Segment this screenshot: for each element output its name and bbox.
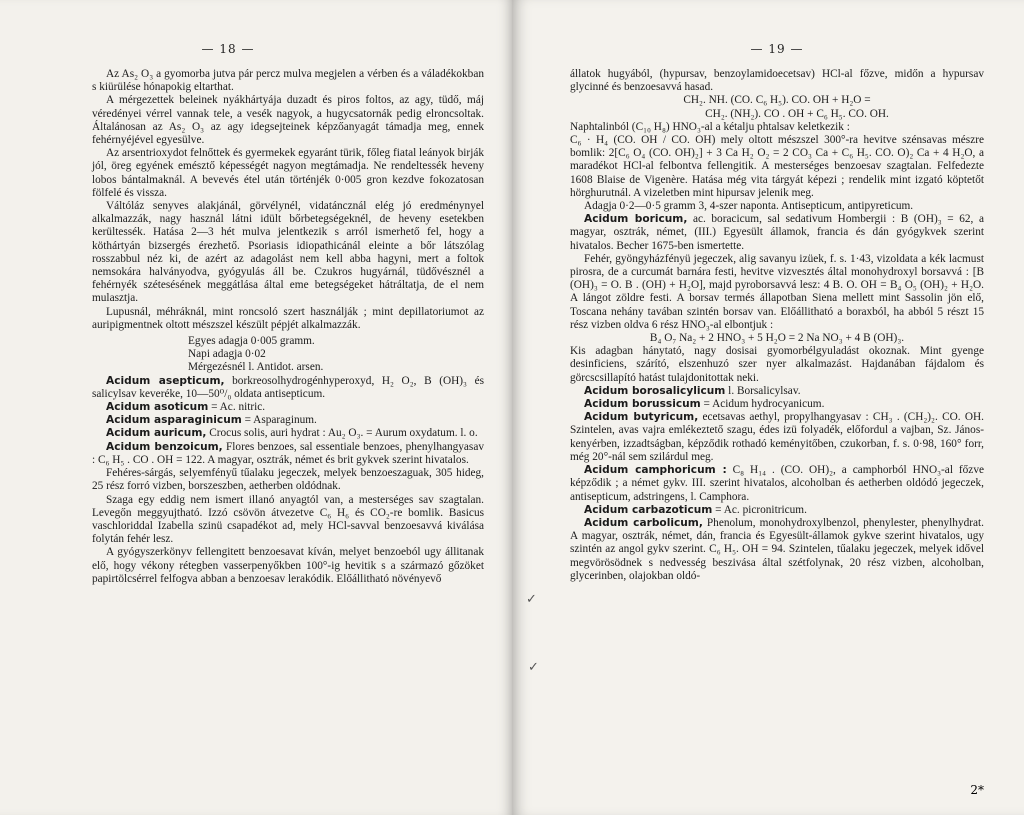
entry (92, 427, 484, 440)
entry-term: Acidum carbolicum, (584, 516, 703, 529)
entry (570, 385, 984, 398)
paragraph: A mérgezettek beleinek nyákhártyája duzadt és piros foltos, az agy, tüdő, máj véredényei vérrel vannak tele, a vesék nagyok, a hugycsatornák pedig elroncsoltak. Általánosan az As₂ O₃ az agy idegsejteinek képzőanyagát támadja meg, ennek fehérnyéjével egyesülve. (92, 94, 484, 147)
entry-text: = Ac. picronitricum. (712, 503, 807, 516)
paragraph: Adagja 0·2—0·5 gramm 3, 4-szer naponta. Antisepticum, antipyreticum. (584, 200, 914, 213)
entry (92, 441, 484, 467)
entry-term: Acidum butyricum, (584, 411, 699, 424)
paragraph: Az arsentrioxydot felnőttek és gyermekek egyaránt türik, főleg fiatal leányok birják jól, öreg egyének emésztő képességét nagyon megtámadja. Ne rendeltessék heveny lobos bántalmaknál. A bevevés étel után történjék 0·005 gron kezdve fokozatosan fölfelé és vissza. (92, 147, 484, 199)
right-text (570, 68, 984, 583)
entry (570, 398, 984, 411)
right-page (512, 0, 1024, 815)
paragraph: Szaga egy eddig nem ismert illanó anyagtól van, a mesterséges sav szagtalan. Levegőn meggyujtható. Izzó csövön átvezetve C₆ H₆ és CO₂-re bomlik. Basicus vaschloriddal Izabella szinü csapadékot ad, mely HCl-savval benzoesavvá kiválása folytán fehér lesz. (92, 493, 484, 546)
page-number-right: — 19 — (750, 42, 804, 56)
entry-term: Acidum camphoricum : (584, 464, 727, 477)
entry-term: Acidum carbazoticum (584, 503, 713, 516)
paragraph: A gyógyszerkönyv fellengitett benzoesavat kíván, melyet benzoeból ugy állitanak elő, hogy vékony rétegben vasserpenyőkben 100°-ig hevitik s a származó gőzöket papirtölcsérrel felfogva abban a benzoesav lerakódik. Előállitható növényevő (92, 546, 484, 585)
formula: B₄ O₇ Na₂ + 2 HNO₃ + 5 H₂O = 2 Na NO₃ + 4 B (OH)₃. (649, 332, 905, 345)
paragraph: Lupusnál, méhráknál, mint roncsoló szert használják ; mint depillatoriumot az auripigmentnek oltott mészszel készült pépjét alkalmazzák. (92, 305, 484, 331)
dose-line: Egyes adagja 0·005 gramm. (188, 335, 315, 348)
entry-term: Acidum benzoicum, (106, 440, 223, 453)
entry (92, 401, 484, 414)
formula: CH₂. NH. (CO. C₆ H₅). CO. OH + H₂O = (683, 94, 871, 107)
entry-term: Acidum auricum, (106, 427, 207, 440)
paragraph: Váltóláz senyves alakjánál, görvélynél, vidatáncznál elég jó eredménynyel alkalmazzák, nagy használ látni idült bőrbetegségeknél, de heveny esetekben kerültessék. Hatása 2—3 hét mulva jelentkezik s arról ismerhető fel, hogy a köthártyán bizsergés érezhető. Psoriasis idiopathicánál eleinte a bőr látszólag rosszabbul néz ki, de azért az adagolást nem kell abba hagyni, mert a foltok nemsokára halványodva, gyógyulás áll be. Czukros hugyárnál, tüdővésznél a fehérnyék szétesésének meggátlása által eme betegségeket hátráltatja, de el nem mulasztja. (92, 200, 484, 305)
entry-term: Acidum borosalicylicum (584, 384, 726, 397)
entry-text: Flores benzoes, sal essentiale benzoes, phenylhangyasav : C₆ H₅ . CO . OH = 122. A magyar, osztrák, német és brit gykvek szerint hivatalos. (92, 440, 484, 466)
check-mark-icon: ✓ (526, 592, 537, 607)
entry-text: ecetsavas aethyl, propylhangyasav : CH₃ . (CH₂)₂. CO. OH. Szintelen, avas vajra emlékeztető szagu, édes izü folyadék, előfordul a vajban, Sz. János-kenyérben, izzadtságban, képződik rothadó keményitőben, czukorban, f. s. 0·98, 160° forr, még 20°-nál sem szilárdul meg. (570, 411, 984, 463)
entry-term: Acidum asoticum (106, 401, 209, 414)
dose-line: Mérgezésnél l. Antidot. arsen. (188, 361, 324, 374)
entry (92, 375, 484, 401)
entry-text: = Ac. nitric. (208, 401, 266, 414)
entry-term: Acidum borussicum (584, 398, 701, 411)
entry-text: Crocus solis, auri hydrat : Au₂ O₃. = Aurum oxydatum. l. o. (206, 427, 478, 440)
paragraph: Kis adagban hánytató, nagy dosisai gyomorbélgyuladást okoznak. Mint gyenge desinficiens, szárító, elszenhuzó szer nyer alkalmazást. Hajdanában fájdalom és görcscsillapító hatást tulajdonitottak neki. (570, 345, 984, 384)
check-mark-icon: ✓ (528, 660, 539, 675)
formula: CH₂. (NH₂). CO . OH + C₆ H₅. CO. OH. (705, 107, 889, 120)
paragraph: Naphtalinból (C₁₀ H₈) HNO₃-al a kétalju phtalsav keletkezik : (570, 120, 850, 133)
entry-text: borkreosolhydrogénhyperoxyd, H₂ O₂, B (OH)₃ és salicylsav keveréke, 10—50⁰/₀ oldata antisepticum. (92, 374, 485, 400)
left-text (92, 68, 484, 586)
entry-text: ac. boracicum, sal sedativum Hombergii : B (OH)₃ = 62, a magyar, osztrák, német, (III.) Egyesült államok, francia és dán gyógykvek szerint hivatalos. Becher 1675-ben ismertette. (570, 213, 984, 252)
entry-term: Acidum asparaginicum (106, 414, 242, 427)
entry (570, 517, 984, 583)
entry-text: = Asparaginum. (241, 414, 317, 427)
page-number-left: — 18 — (201, 42, 255, 56)
paragraph: C₆ · H₄ (CO. OH / CO. OH) mely oltott mészszel 300°-ra hevitve szénsavas mészre bomlik: 2[C₆ O₄ (CO. OH)₂] + 3 Ca H₂ O₂ = 2 CO₃ Ca + C₆ H₅. CO. O)₂ Ca + 4 H₂O, a maradékot HCl-al felbontva fellengitik. A mesterséges benzoesav szagtalan. Felfedezte 1608 Blaise de Vigenère. Hatása még vita tárgyát képezi ; rendelik mint izgató köptetőt hörghurutnál. A vizeletben mint hipursav jelenik meg. (570, 134, 984, 199)
entry (570, 213, 984, 253)
entry-term: Acidum asepticum, (106, 374, 225, 387)
entry (570, 411, 984, 464)
entry (570, 464, 984, 504)
entry (92, 414, 484, 427)
entry-term: Acidum boricum, (584, 213, 688, 226)
entry-text: l. Borsalicylsav. (725, 384, 801, 397)
dose-line: Napi adagja 0·02 (188, 348, 266, 361)
entry-text: Phenolum, monohydroxylbenzol, phenylester, phenylhydrat. A magyar, osztrák, német, dán, francia és Egyesült-államok gykve szerint hivatalos, ugy szintén az angol gykv szerint. C₆ H₅. OH = 94. Szintelen, tűalaku jegeczek, melyek idővel megvörösödnek s nedvesség beszivása által szétfolynak, 20 rész vizben, alcoholban, glycerinben, olajokban oldó- (570, 516, 984, 582)
signature-mark: 2* (970, 783, 984, 797)
paragraph: Fehér, gyöngyházfényü jegeczek, alig savanyu izüek, f. s. 1·43, vizoldata a kék lacmust pirosra, de a curcumát barnára festi, hevitve vizvesztés által monohydroxyl borsavvá : [B (OH)₃ = O. B . (OH) + H₂O], majd pyroborsavvá lesz: 4 B. O. OH = B₄ O₅ (OH)₂ + H₂O. A lángot zöldre festi. A borsav termés állapotban Siena mellett mint Sassolin jön elő, Toscana nehány tavában szintén borsav van. Előállitható a boraxból, ha abból 5 részt 15 rész vizben oldva 6 rész HNO₃-al elbontjuk : (570, 252, 984, 331)
paragraph: Fehéres-sárgás, selyemfényű tűalaku jegeczek, melyek benzoeszaguak, 305 hideg, 25 rész forró vizben, borszeszben, aetherben oldódnak. (92, 467, 484, 493)
paragraph: Az As₂ O₃ a gyomorba jutva pár percz mulva megjelen a vérben és a váladékokban s kiürülése hónapokig eltarthat. (92, 68, 484, 94)
entry (570, 504, 984, 517)
entry-text: C₈ H₁₄ . (CO. OH)₂, a camphorból HNO₃-al főzve képződik ; a német gykv. III. szerint hivatalos, alcoholban és aetherben oldódó jegeczek, antisepticum, adstringens, l. Camphora. (570, 464, 984, 503)
entry-text: = Acidum hydrocyanicum. (700, 398, 825, 411)
paragraph: állatok hugyából, (hypursav, benzoylamidoecetsav) HCl-al főzve, midőn a hypursav glycinné és benzoesavvá hasad. (570, 68, 984, 94)
